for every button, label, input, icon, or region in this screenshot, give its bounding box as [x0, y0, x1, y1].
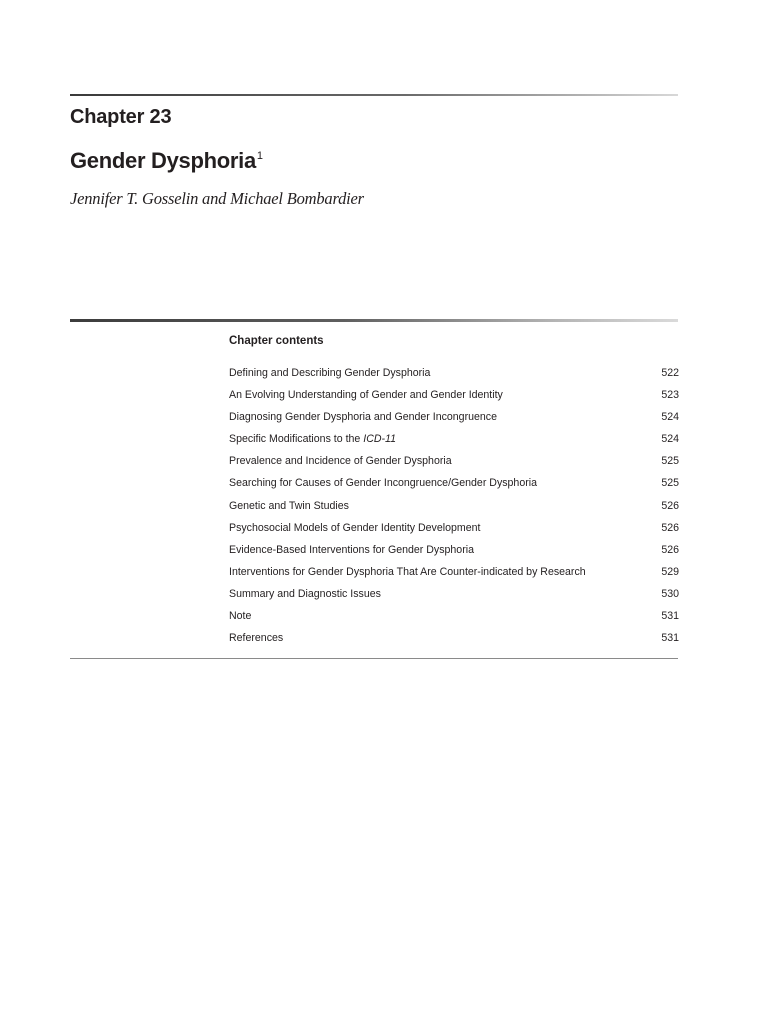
- toc-entry[interactable]: [229, 627, 679, 649]
- toc-entry-title: Genetic and Twin Studies: [229, 499, 349, 512]
- toc-entry-title: An Evolving Understanding of Gender and Gender Identity: [229, 389, 503, 402]
- contents-heading: Chapter contents: [229, 335, 324, 347]
- toc-entry-page: 526: [661, 499, 679, 512]
- toc-entry-title-text: Specific Modifications to the: [229, 433, 364, 446]
- contents-top-divider: [70, 319, 678, 322]
- footnote-marker[interactable]: 1: [256, 150, 263, 162]
- toc-entry[interactable]: [229, 406, 679, 428]
- toc-entry-page: 529: [661, 565, 679, 578]
- toc-entry[interactable]: [229, 450, 679, 472]
- chapter-authors: Jennifer T. Gosselin and Michael Bombardier: [70, 189, 364, 208]
- toc-entry[interactable]: [229, 583, 679, 605]
- toc-entry-page: 531: [661, 610, 679, 623]
- toc-entry-page: 525: [661, 477, 679, 490]
- toc-entry-title: [229, 428, 396, 450]
- toc-entry-title: Defining and Describing Gender Dysphoria: [229, 367, 431, 379]
- toc-entry-title: Note: [229, 610, 252, 623]
- chapter-title: [70, 148, 263, 174]
- toc-entry[interactable]: [229, 605, 679, 627]
- table-of-contents: [229, 362, 679, 649]
- top-divider: [70, 94, 678, 96]
- toc-entry-title: Evidence-Based Interventions for Gender Dysphoria: [229, 543, 474, 556]
- toc-entry-page: 531: [661, 632, 679, 645]
- toc-entry-page: 522: [661, 367, 679, 379]
- toc-entry-title: Diagnosing Gender Dysphoria and Gender Incongruence: [229, 411, 497, 424]
- toc-entry-page: 526: [661, 521, 679, 534]
- toc-entry-page: 525: [661, 455, 679, 468]
- toc-entry-title: References: [229, 632, 284, 645]
- toc-entry[interactable]: [229, 517, 679, 539]
- toc-entry-title: Psychosocial Models of Gender Identity Development: [229, 521, 481, 534]
- toc-entry-page: 523: [661, 389, 679, 402]
- toc-entry[interactable]: [229, 362, 679, 384]
- toc-entry-title: Prevalence and Incidence of Gender Dysphoria: [229, 455, 452, 468]
- contents-bottom-divider: [70, 658, 678, 659]
- toc-entry-title: Interventions for Gender Dysphoria That Are Counter-indicated by Research: [229, 565, 586, 578]
- toc-entry-title: Searching for Causes of Gender Incongruence/Gender Dysphoria: [229, 477, 537, 490]
- toc-entry-page: 530: [661, 587, 679, 600]
- toc-entry[interactable]: [229, 495, 679, 517]
- toc-entry-title-emphasis: ICD-11: [363, 433, 397, 446]
- toc-entry-page: 524: [661, 411, 679, 424]
- chapter-number: Chapter 23: [70, 106, 172, 128]
- toc-entry[interactable]: [229, 428, 679, 450]
- toc-entry[interactable]: [229, 561, 679, 583]
- toc-entry[interactable]: [229, 384, 679, 406]
- toc-entry[interactable]: [229, 472, 679, 494]
- toc-entry[interactable]: [229, 539, 679, 561]
- toc-entry-page: 526: [661, 543, 679, 556]
- toc-entry-title: Summary and Diagnostic Issues: [229, 587, 381, 600]
- toc-entry-page: 524: [661, 433, 679, 446]
- chapter-title-text: Gender Dysphoria: [70, 148, 256, 173]
